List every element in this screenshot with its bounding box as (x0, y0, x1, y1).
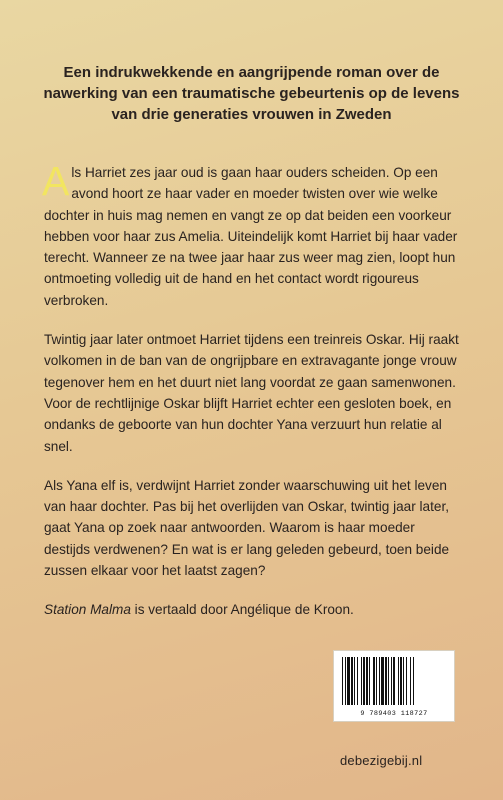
barcode-bar (398, 657, 399, 705)
barcode-bar (381, 657, 384, 705)
blurb-paragraph-1-text: ls Harriet zes jaar oud is gaan haar ouders scheiden. Op een avond hoort ze haar vader en moeder twisten over wie welke dochter in huis mag nemen en vangt ze op dat beiden een voorkeur hebben voor haar zus Amelia. Uiteindelijk komt Harriet bij haar vader terecht. Wanneer ze na twee jaar haar zus weer mag zien, loopt hun ontmoeting volledig uit de hand en het contact wordt rigoureus verbroken. (44, 165, 458, 308)
barcode-bar (385, 657, 387, 705)
publisher-url: debezigebij.nl (340, 753, 423, 768)
barcode-bar (413, 657, 414, 705)
barcode-bar (363, 657, 365, 705)
tagline: Een indrukwekkende en aangrijpende roman over de nawerking van een traumatische gebeurtenis op de levens van drie generaties vrouwen in Zweden (43, 64, 460, 123)
barcode-bar (391, 657, 392, 705)
barcode-bar (373, 657, 375, 705)
blurb (42, 158, 462, 639)
blurb-paragraph-2: Twintig jaar later ontmoet Harriet tijdens een treinreis Oskar. Hij raakt volkomen in de ban van de ongrijpbare en extravagante jonge vrouw tegenover hem en het duurt niet lang voordat ze gaan samenwonen. Voor de rechtlijnige Oskar blijft Harriet echter een gesloten boek, en ondanks de geboorte van hun dochter Yana verzuurt hun relatie al snel. (44, 332, 459, 454)
barcode-bar (410, 657, 411, 705)
barcode-bar (361, 657, 362, 705)
blurb-paragraph-3: Als Yana elf is, verdwijnt Harriet zonder waarschuwing uit het leven van haar dochter. Pas bij het overlijden van Oskar, twintig jaar later, gaat Yana op zoek naar antwoorden. Waarom is haar moeder destijds verdwenen? En wat is er lang geleden gebeurd, toen beide zussen elkaar voor het laatst zagen? (44, 477, 450, 579)
barcode-bar (376, 657, 377, 705)
barcode-bar (345, 657, 346, 705)
barcode-bar (357, 657, 358, 705)
translation-credit (44, 599, 462, 620)
blurb-paragraph-1 (42, 158, 462, 311)
barcode-bar (388, 657, 389, 705)
barcode-bar (400, 657, 402, 705)
barcode-bar (403, 657, 404, 705)
drop-cap: A (42, 158, 70, 204)
barcode-bar (366, 657, 368, 705)
barcode-bars (340, 657, 448, 707)
barcode-bar (369, 657, 370, 705)
isbn-number: 9 789403 118727 (360, 710, 428, 718)
barcode (333, 650, 455, 722)
translation-credit-text: is vertaald door Angélique de Kroon. (130, 602, 354, 618)
book-title: Station Malma (44, 602, 131, 618)
barcode-bar (393, 657, 395, 705)
barcode-bar (379, 657, 380, 705)
barcode-bar (354, 657, 355, 705)
barcode-bar (347, 657, 350, 705)
barcode-bar (342, 657, 343, 705)
barcode-bar (406, 657, 407, 705)
barcode-bar (351, 657, 353, 705)
